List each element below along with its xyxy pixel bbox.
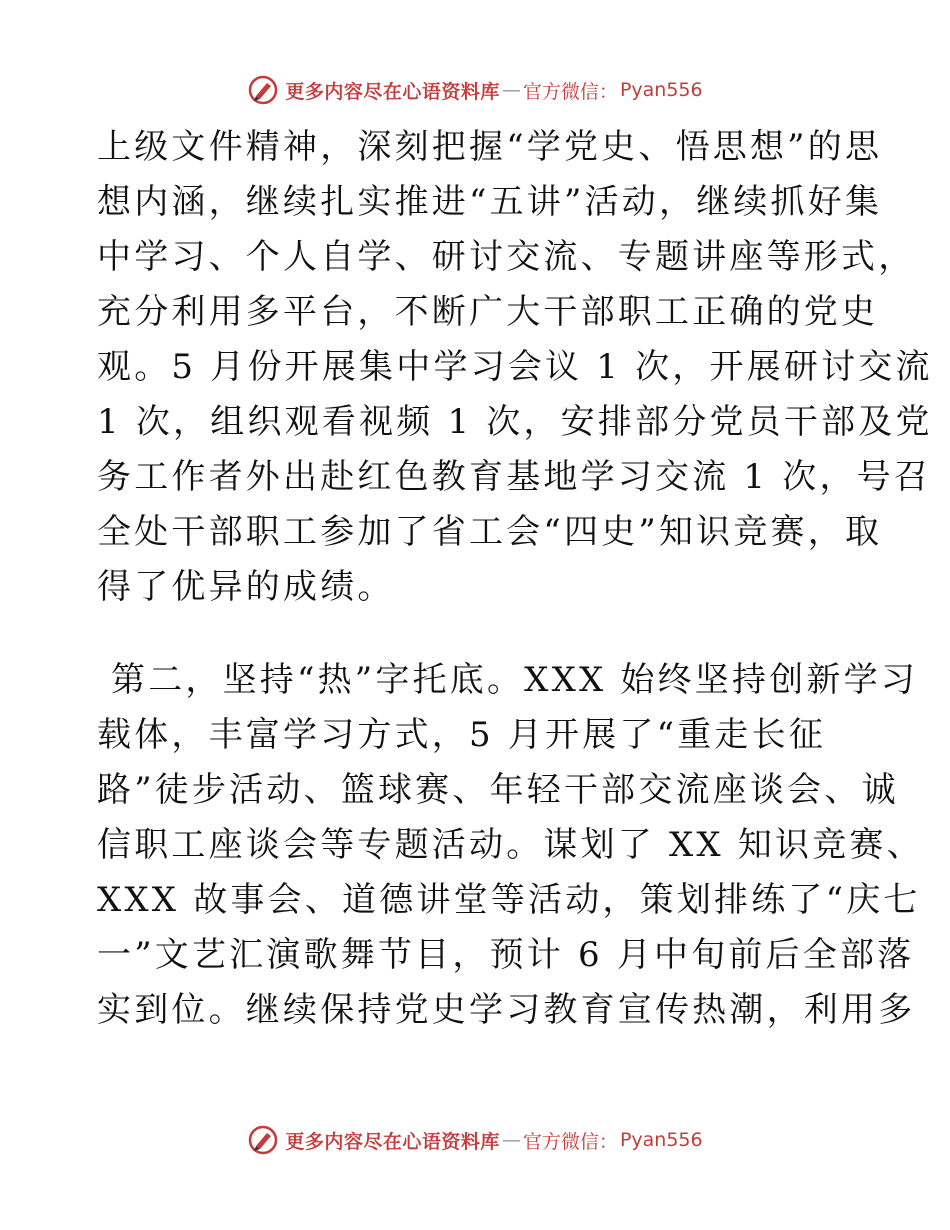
watermark-wechat-label: 官方微信：	[522, 1130, 618, 1153]
text-line: 想内涵，继续扎实推进“五讲”活动，继续抓好集	[97, 182, 883, 222]
watermark-wechat-label: 官方微信：	[522, 80, 618, 103]
paragraph-1	[97, 120, 933, 615]
watermark-dash: —	[501, 1129, 521, 1151]
pen-logo-icon	[247, 74, 279, 106]
watermark-dash: —	[501, 79, 521, 101]
text-line: 中学习、个人自学、研讨交流、专题讲座等形式，	[97, 237, 916, 277]
text-line: 载体，丰富学习方式，5 月开展了“重走长征	[97, 715, 827, 755]
pen-logo-icon	[247, 1124, 279, 1156]
watermark-site: 更多内容尽在心语资料库	[285, 1130, 500, 1153]
text-line: XXX 故事会、道德讲堂等活动，策划排练了“庆七	[97, 880, 921, 920]
text-line: 第二，坚持“热”字托底。XXX 始终坚持创新学习	[97, 660, 918, 700]
text-line: 得了优异的成绩。	[97, 567, 395, 607]
text-line: 路”徒步活动、篮球赛、年轻干部交流座谈会、诚	[97, 770, 899, 810]
footer-watermark	[0, 1120, 950, 1160]
header-watermark	[0, 70, 950, 110]
paragraph-gap	[97, 615, 857, 653]
text-line: 观。5 月份开展集中学习会议 1 次，开展研讨交流	[97, 347, 933, 387]
document-body	[97, 120, 933, 1038]
watermark-wechat-id: Pyan556	[619, 79, 703, 101]
watermark-site: 更多内容尽在心语资料库	[285, 80, 500, 103]
text-line: 充分利用多平台，不断广大干部职工正确的党史	[97, 292, 879, 332]
watermark-wechat-id: Pyan556	[619, 1129, 703, 1151]
text-line: 上级文件精神，深刻把握“学党史、悟思想”的思	[97, 127, 883, 167]
text-line: 务工作者外出赴红色教育基地学习交流 1 次，号召	[97, 457, 932, 497]
text-line: 一”文艺汇演歌舞节目，预计 6 月中旬前后全部落	[97, 935, 915, 975]
text-line: 信职工座谈会等专题活动。谋划了 XX 知识竞赛、	[97, 825, 924, 865]
paragraph-2	[97, 653, 924, 1038]
text-line: 实到位。继续保持党史学习教育宣传热潮，利用多	[97, 990, 916, 1030]
text-line: 全处干部职工参加了省工会“四史”知识竞赛，取	[97, 512, 883, 552]
text-line: 1 次，组织观看视频 1 次，安排部分党员干部及党	[97, 402, 933, 442]
